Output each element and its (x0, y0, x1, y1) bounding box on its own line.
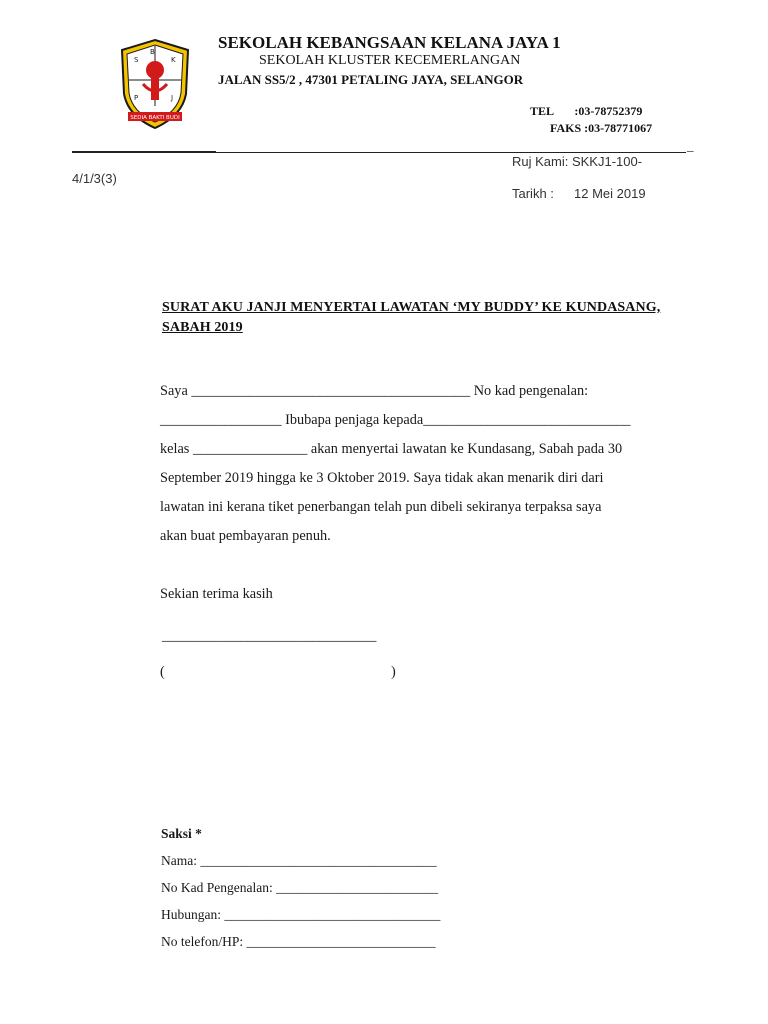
letter-title-line1: SURAT AKU JANJI MENYERTAI LAWATAN ‘MY BUDDY’ KE KUNDASANG, (162, 300, 661, 315)
witness-title: Saksi * (161, 826, 202, 841)
body-line-6: akan buat pembayaran penuh. (160, 528, 331, 544)
ruj-kami: Ruj Kami: SKKJ1-100- (512, 154, 643, 169)
logo-letter-p: P (134, 94, 139, 102)
witness-name-field: Nama: ___________________________________ (161, 853, 437, 868)
body-line-2: _________________ Ibubapa penjaga kepada_____________________________ (160, 412, 631, 428)
signature-line: ______________________________ (162, 628, 377, 644)
witness-ic-field: No Kad Pengenalan: ________________________ (161, 880, 439, 895)
tel-number: TEL :03-78752379 (530, 104, 643, 118)
signature-close-paren: ) (391, 664, 396, 680)
body-line-5: lawatan ini kerana tiket penerbangan telah pun dibeli sekiranya terpaksa saya (160, 499, 602, 515)
tarikh-value: 12 Mei 2019 (574, 186, 646, 201)
body-line-4: September 2019 hingga ke 3 Oktober 2019. Saya tidak akan menarik diri dari (160, 470, 604, 486)
school-cluster: SEKOLAH KLUSTER KECEMERLANGAN (259, 53, 521, 68)
signature-open-paren: ( (160, 664, 165, 680)
logo-motto: SEDIA BAKTI BUDI (130, 115, 180, 121)
header-rule-end: _ (687, 138, 694, 153)
fax-number: FAKS :03-78771067 (550, 121, 653, 135)
logo-letter-k: K (171, 56, 176, 64)
header-rule-thick (72, 151, 216, 153)
letter-title-line2: SABAH 2019 (162, 320, 243, 335)
body-line-3: kelas ________________ akan menyertai lawatan ke Kundasang, Sabah pada 30 (160, 441, 623, 457)
logo-letter-s: S (134, 56, 139, 64)
logo-letter-j: J (171, 94, 174, 102)
school-crest-logo (116, 36, 194, 134)
logo-letter-b: B (150, 48, 155, 56)
body-line-1: Saya _______________________________________ No kad pengenalan: (160, 383, 589, 399)
school-name: SEKOLAH KEBANGSAAN KELANA JAYA 1 (218, 33, 561, 52)
witness-phone-field: No telefon/HP: ____________________________ (161, 934, 436, 949)
witness-relationship-field: Hubungan: ________________________________ (161, 907, 441, 922)
tarikh-label: Tarikh : (512, 186, 554, 201)
header-rule-thin (216, 152, 686, 153)
school-address: JALAN SS5/2 , 47301 PETALING JAYA, SELANGOR (218, 72, 524, 87)
closing-text: Sekian terima kasih (160, 586, 273, 602)
ruj-kami-cont: 4/1/3(3) (72, 171, 117, 186)
